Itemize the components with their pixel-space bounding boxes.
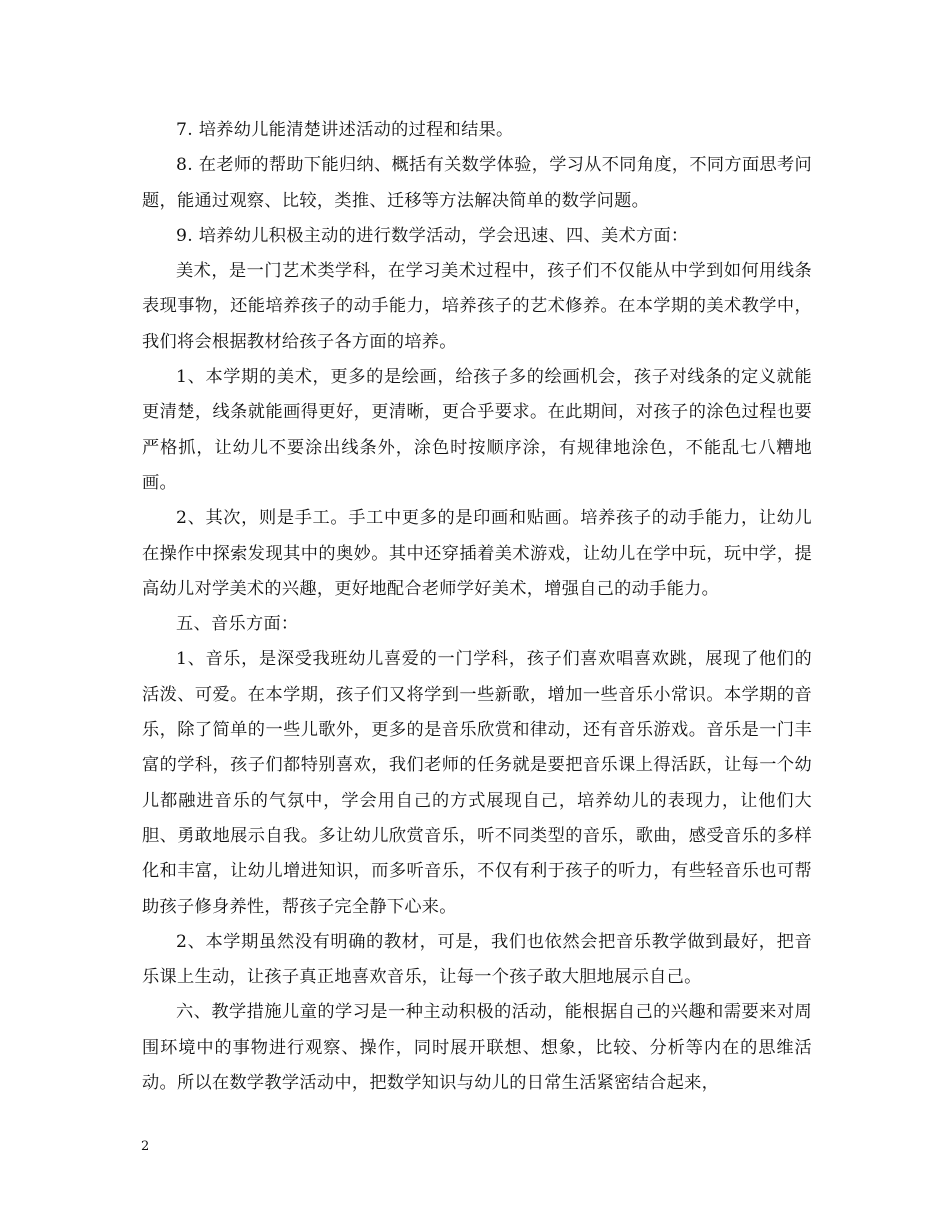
paragraph-music-1: 1、音乐，是深受我班幼儿喜爱的一门学科，孩子们喜欢唱喜欢跳，展现了他们的活泼、可爱。在本学期，孩子们又将学到一些新歌，增加一些音乐小常识。本学期的音乐，除了简单的一些儿歌外，更多的是音乐欣赏和律动，还有音乐游戏。音乐是一门丰富的学科，孩子们都特别喜欢，我们老师的任务就是要把音乐课上得活跃，让每一个幼儿都融进音乐的气氛中，学会用自己的方式展现自己，培养幼儿的表现力，让他们大胆、勇敢地展示自我。多让幼儿欣赏音乐，听不同类型的音乐，歌曲，感受音乐的多样化和丰富，让幼儿增进知识，而多听音乐，不仅有利于孩子的听力，有些轻音乐也可帮助孩子修身养性，帮孩子完全静下心来。	[142, 649, 812, 917]
page-number: 2	[141, 1139, 150, 1154]
paragraph-art-handcraft: 2、其次，则是手工。手工中更多的是印画和贴画。培养孩子的动手能力，让幼儿在操作中探索发现其中的奥妙。其中还穿插着美术游戏，让幼儿在学中玩，玩中学，提高幼儿对学美术的兴趣，更好地配合老师学好美术，增强自己的动手能力。	[142, 508, 812, 599]
paragraph-goal-7: 7. 培养幼儿能清楚讲述活动的过程和结果。	[176, 120, 514, 140]
paragraph-art-intro: 美术，是一门艺术类学科，在学习美术过程中，孩子们不仅能从中学到如何用线条表现事物，还能培养孩子的动手能力，培养孩子的艺术修养。在本学期的美术教学中，我们将会根据教材给孩子各方面的培养。	[142, 261, 812, 352]
paragraph-music-2: 2、本学期虽然没有明确的教材，可是，我们也依然会把音乐教学做到最好，把音乐课上生动，让孩子真正地喜欢音乐，让每一个孩子敢大胆地展示自己。	[142, 931, 812, 988]
section-heading-music: 五、音乐方面：	[176, 614, 299, 635]
paragraph-teaching-measures: 六、教学措施儿童的学习是一种主动积极的活动，能根据自己的兴趣和需要来对周围环境中的事物进行观察、操作，同时展开联想、想象，比较、分析等内在的思维活动。所以在数学教学活动中，把数学知识与幼儿的日常生活紧密结合起来，	[142, 1002, 812, 1094]
paragraph-goal-8: 8. 在老师的帮助下能归纳、概括有关数学体验，学习从不同角度，不同方面思考问题，能通过观察、比较，类推、迁移等方法解决简单的数学问题。	[142, 155, 812, 211]
paragraph-goal-9: 9. 培养幼儿积极主动的进行数学活动，学会迅速、四、美术方面：	[176, 225, 689, 246]
paragraph-art-drawing: 1、本学期的美术，更多的是绘画，给孩子多的绘画机会，孩子对线条的定义就能更清楚，线条就能画得更好，更清晰，更合乎要求。在此期间，对孩子的涂色过程也要严格抓，让幼儿不要涂出线条外，涂色时按顺序涂，有规律地涂色，不能乱七八糟地画。	[142, 367, 812, 493]
document-body	[142, 113, 812, 1101]
